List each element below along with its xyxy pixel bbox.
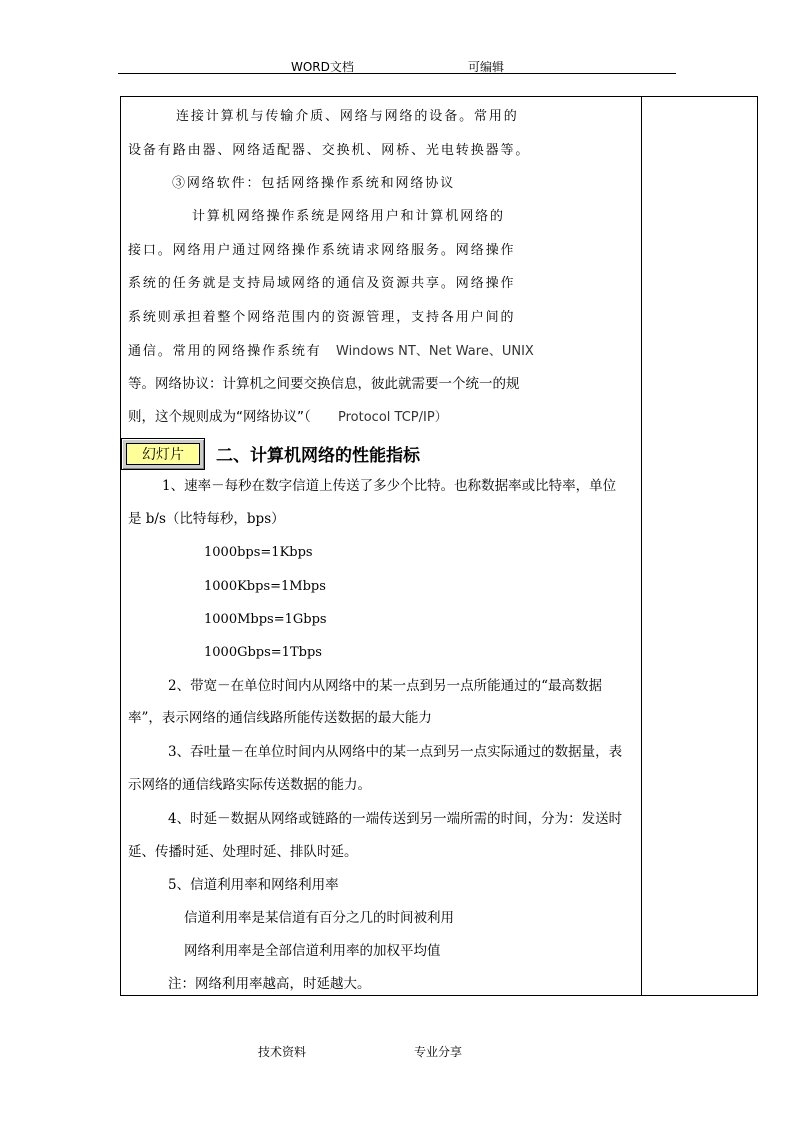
unit-conversion: 1000Mbps=1Gbps xyxy=(204,612,327,627)
unit-conversion: 1000Gbps=1Tbps xyxy=(204,645,322,660)
perf-item-3-line-1: 3、吞吐量－在单位时间内从网络中的某一点到另一点实际通过的数据量，表 xyxy=(168,744,623,760)
section-title: 二、计算机网络的性能指标 xyxy=(216,446,420,466)
paragraph-line: 等。网络协议：计算机之间要交换信息，彼此就需要一个统一的规 xyxy=(128,376,520,392)
perf-item-5-detail: 网络利用率是全部信道利用率的加权平均值 xyxy=(184,943,441,959)
perf-item-1-line-2: 是 b/s（比特每秒，bps） xyxy=(128,511,285,527)
unit-conversion: 1000Kbps=1Mbps xyxy=(204,579,326,594)
paragraph-line: 系统则承担着整个网络范围内的资源管理，支持各用户间的 xyxy=(128,310,516,325)
perf-item-2-line-1: 2、带宽－在单位时间内从网络中的某一点到另一点所能通过的“最高数据 xyxy=(168,678,602,694)
paragraph-line: 系统的任务就是支持局域网络的通信及资源共享。网络操作 xyxy=(128,276,516,291)
slide-button-label: 幻灯片 xyxy=(126,443,200,465)
footer-left-label: 技术资料 xyxy=(258,1045,307,1059)
header-left-label: WORD文档 xyxy=(291,60,354,74)
header-rule xyxy=(118,73,676,74)
perf-note: 注：网络利用率越高，时延越大。 xyxy=(168,976,371,992)
perf-item-4-line-1: 4、时延－数据从网络或链路的一端传送到另一端所需的时间，分为：发送时 xyxy=(168,811,623,827)
paragraph-line: 接口。网络用户通过网络操作系统请求网络服务。网络操作 xyxy=(128,243,516,258)
paragraph-line: 设备有路由器、网络适配器、交换机、网桥、光电转换器等。 xyxy=(128,143,531,158)
paragraph-line: 计算机网络操作系统是网络用户和计算机网络的 xyxy=(192,209,505,224)
unit-conversion: 1000bps=1Kbps xyxy=(204,545,313,560)
paragraph-line-protocol: Protocol TCP/IP） xyxy=(338,410,448,425)
perf-item-5: 5、信道利用率和网络利用率 xyxy=(168,877,339,893)
perf-item-5-detail: 信道利用率是某信道有百分之几的时间被利用 xyxy=(184,910,454,926)
perf-item-3-line-2: 示网络的通信线路实际传送数据的能力。 xyxy=(128,777,371,793)
paragraph-line: 通信。常用的网络操作系统有 xyxy=(128,344,322,359)
perf-item-4-line-2: 延、传播时延、处理时延、排队时延。 xyxy=(128,844,358,860)
paragraph-line: 连接计算机与传输介质、网络与网络的设备。常用的 xyxy=(176,109,519,124)
paragraph-line: 则，这个规则成为“网络协议”（ xyxy=(128,409,311,425)
slide-button[interactable] xyxy=(121,438,205,470)
footer-right-label: 专业分享 xyxy=(414,1045,463,1059)
paragraph-line: ③网络软件：包括网络操作系统和网络协议 xyxy=(172,176,456,191)
table-column-divider xyxy=(641,96,642,996)
paragraph-line-os-names: Windows NT、Net Ware、UNIX xyxy=(336,344,534,359)
perf-item-1-line-1: 1、速率－每秒在数字信道上传送了多少个比特。也称数据率或比特率，单位 xyxy=(162,478,617,494)
perf-item-2-line-2: 率”，表示网络的通信线路所能传送数据的最大能力 xyxy=(128,710,432,726)
header-right-label: 可编辑 xyxy=(468,60,505,74)
